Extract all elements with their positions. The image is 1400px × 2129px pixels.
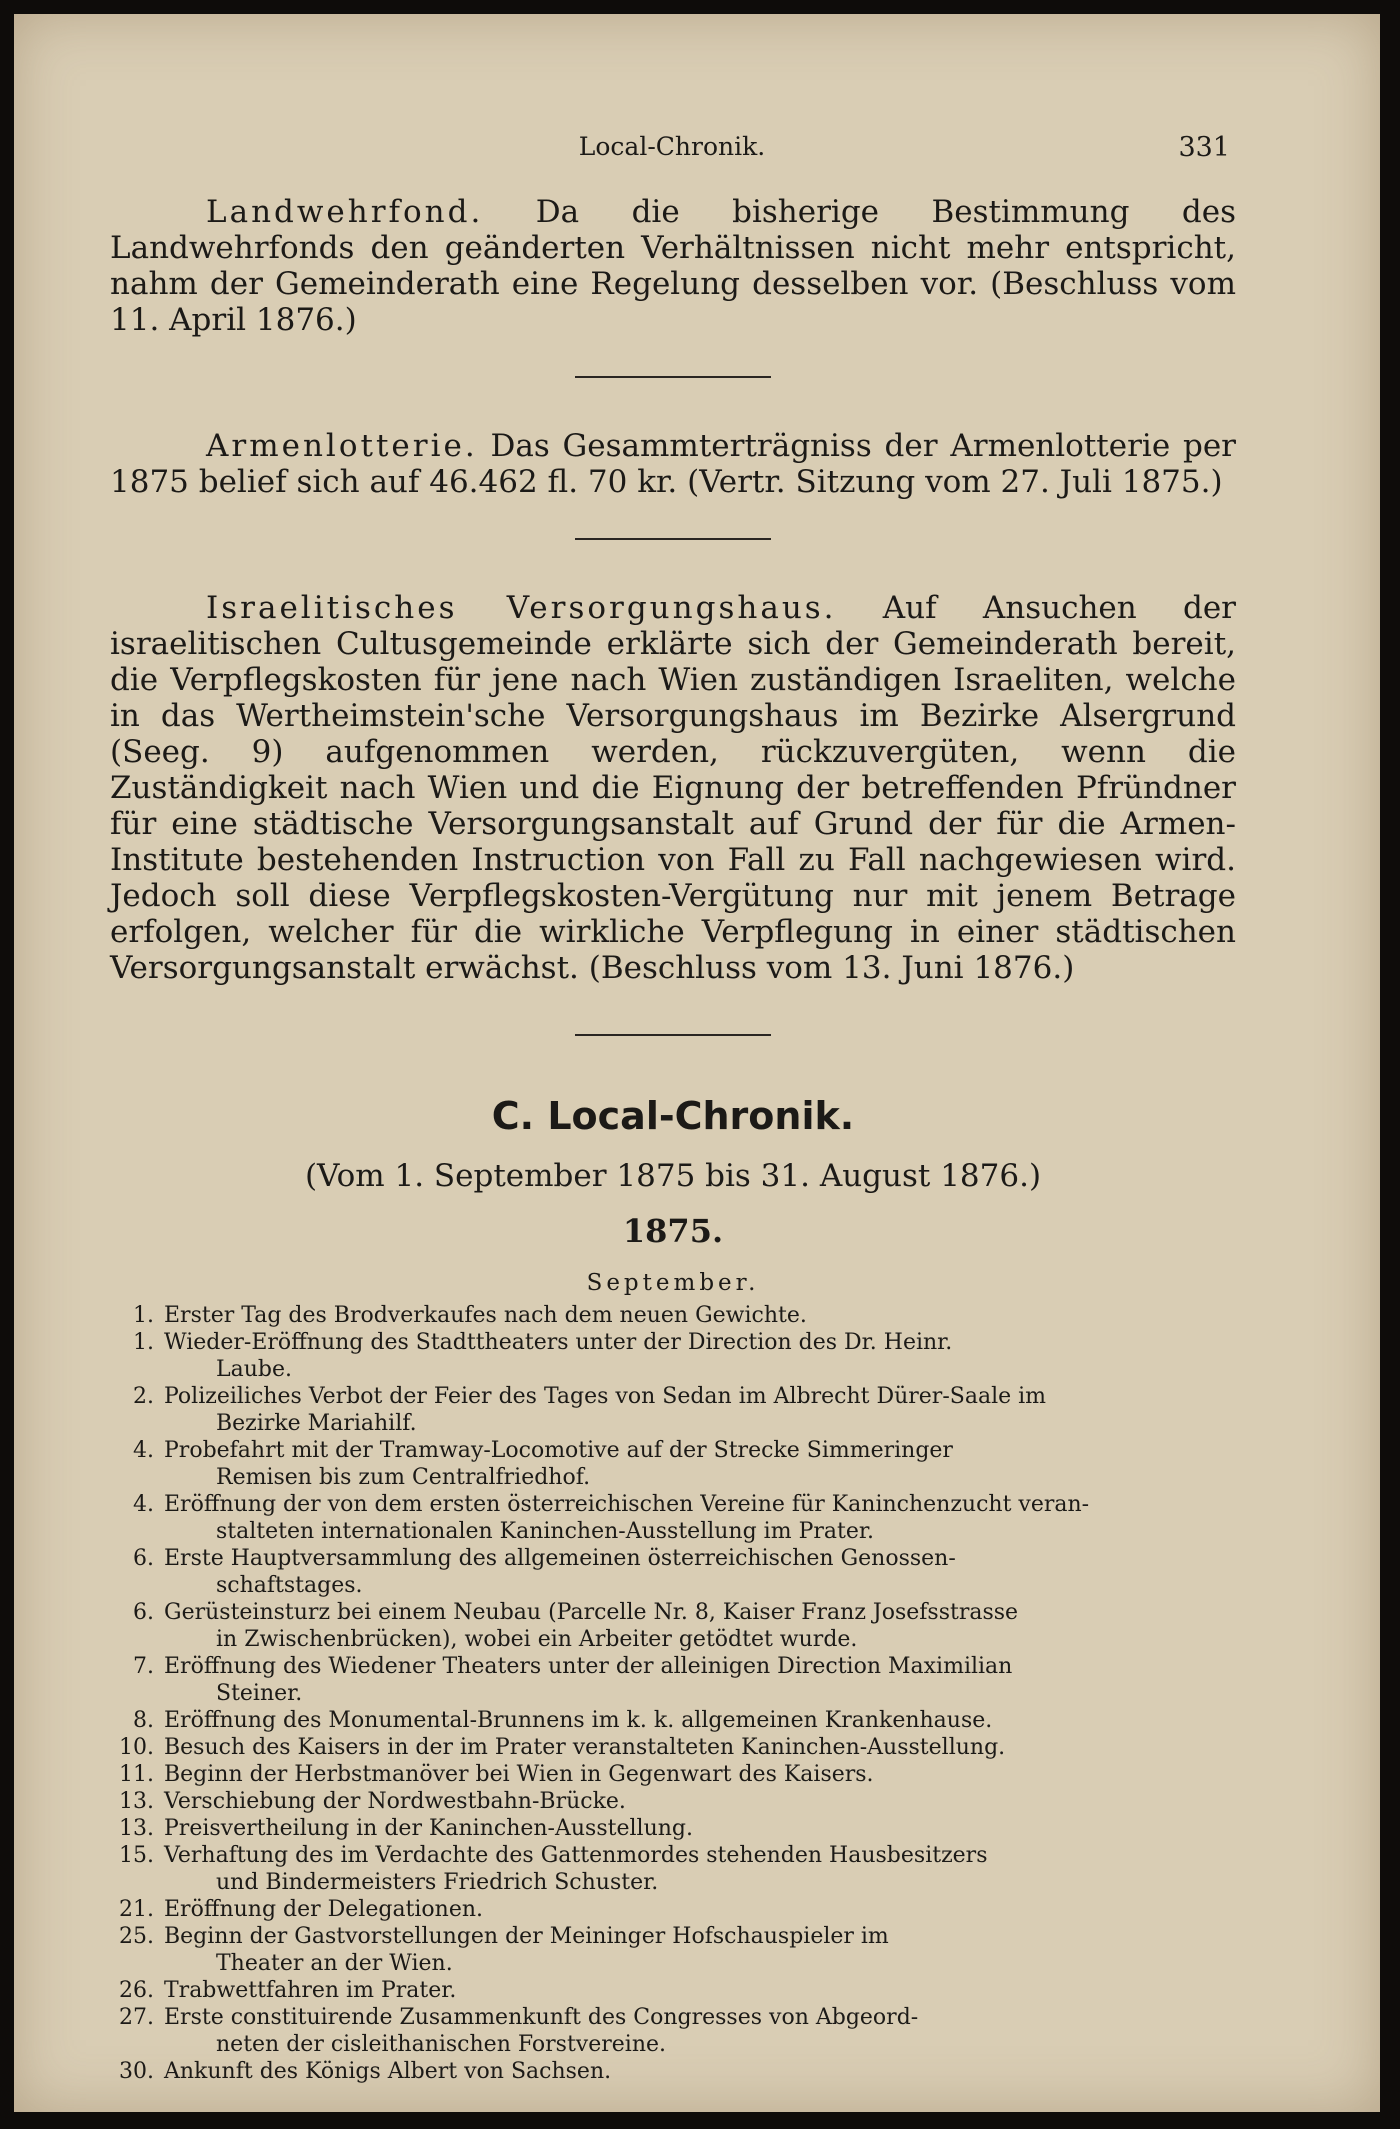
- chronicle-entry: [110, 1329, 1236, 1383]
- entry-day: 21.: [119, 1897, 154, 1922]
- chronicle-entry: [110, 1491, 1236, 1545]
- entry-text-block: [154, 1788, 1236, 1815]
- section-subtitle: (Vom 1. September 1875 bis 31. August 1876.): [304, 1158, 1042, 1194]
- entry-text-block: [154, 1653, 1236, 1707]
- entry-day: 7.: [133, 1654, 154, 1679]
- entry-day: 27.: [119, 2005, 154, 2030]
- entry-text-block: [154, 1491, 1236, 1545]
- entry-text: Preisvertheilung in der Kaninchen-Ausstellung.: [164, 1816, 693, 1841]
- entry-day: 1.: [133, 1303, 154, 1328]
- entry-day: 4.: [133, 1492, 154, 1517]
- entry-continuation: stalteten internationalen Kaninchen-Ausstellung im Prater.: [216, 1519, 874, 1544]
- entry-continuation: Bezirke Mariahilf.: [216, 1411, 417, 1436]
- entry-text-block: [154, 1842, 1236, 1896]
- entry-continuation: Remisen bis zum Centralfriedhof.: [216, 1465, 591, 1490]
- entry-day: 26.: [119, 1978, 154, 2003]
- paragraph-text: Das Gesammterträgniss der Armenlotterie per 1875 belief sich auf 46.462 fl. 70 kr. (Vertr. Sitzung vom 27. Juli 1875.): [110, 428, 1236, 500]
- entry-day: 4.: [133, 1438, 154, 1463]
- book-page: [14, 14, 1380, 2112]
- chronicle-entry: [110, 1788, 1236, 1815]
- entry-text: Beginn der Gastvorstellungen der Meininger Hofschauspieler im: [164, 1924, 889, 1949]
- running-head-title: Local-Chronik.: [578, 132, 766, 161]
- chronicle-entry: [110, 1923, 1236, 1977]
- entry-text: Beginn der Herbstmanöver bei Wien in Gegenwart des Kaisers.: [164, 1762, 874, 1787]
- entry-continuation: in Zwischenbrücken), wobei ein Arbeiter getödtet wurde.: [216, 1627, 858, 1652]
- paragraph-keyword: Israelitisches Versorgungshaus.: [206, 590, 837, 626]
- chronicle-entry: [110, 1437, 1236, 1491]
- entry-day: 13.: [119, 1816, 154, 1841]
- entry-day: 15.: [119, 1843, 154, 1868]
- entry-text: Verhaftung des im Verdachte des Gattenmordes stehenden Hausbesitzers: [164, 1843, 988, 1868]
- chronicle-entry: [110, 1599, 1236, 1653]
- entry-continuation: und Bindermeisters Friedrich Schuster.: [216, 1870, 659, 1895]
- entry-text-block: [154, 1545, 1236, 1599]
- paragraph-versorgungshaus: [110, 590, 1236, 986]
- page-number: 331: [1178, 132, 1230, 163]
- entry-text: Eröffnung der von dem ersten österreichischen Vereine für Kaninchenzucht veran-: [164, 1492, 1090, 1517]
- entry-text-block: [154, 1383, 1236, 1437]
- chronicle-entry: [110, 1545, 1236, 1599]
- entry-text-block: [154, 1923, 1236, 1977]
- entry-text-block: [154, 2058, 1236, 2085]
- entry-day: 6.: [133, 1600, 154, 1625]
- entry-day: 1.: [133, 1330, 154, 1355]
- entry-text: Ankunft des Königs Albert von Sachsen.: [164, 2059, 612, 2084]
- chronicle-entry: [110, 1302, 1236, 1329]
- entry-text-block: [154, 1896, 1236, 1923]
- chronicle-entry: [110, 1734, 1236, 1761]
- entry-continuation: Theater an der Wien.: [216, 1951, 453, 1976]
- entry-text: Erste Hauptversammlung des allgemeinen österreichischen Genossen-: [164, 1546, 956, 1571]
- entry-text: Wieder-Eröffnung des Stadttheaters unter der Direction des Dr. Heinr.: [164, 1330, 953, 1355]
- paragraph-landwehrfond: [110, 194, 1236, 338]
- entry-text: Verschiebung der Nordwestbahn-Brücke.: [164, 1789, 626, 1814]
- entry-text-block: [154, 1734, 1236, 1761]
- month-heading: September.: [586, 1270, 760, 1296]
- chronicle-entry: [110, 2058, 1236, 2085]
- entry-text: Besuch des Kaisers in der im Prater veranstalteten Kaninchen-Ausstellung.: [164, 1735, 1006, 1760]
- entry-text-block: [154, 1437, 1236, 1491]
- entry-text-block: [154, 1815, 1236, 1842]
- chronicle-entry: [110, 1977, 1236, 2004]
- paragraph-keyword: Landwehrfond.: [206, 194, 484, 230]
- entry-day: 6.: [133, 1546, 154, 1571]
- entry-text-block: [154, 1302, 1236, 1329]
- paragraph-armenlotterie: [110, 428, 1236, 500]
- entry-text-block: [154, 1599, 1236, 1653]
- entry-text: Eröffnung des Monumental-Brunnens im k. k. allgemeinen Krankenhause.: [164, 1708, 993, 1733]
- paragraph-text: Da die bisherige Bestimmung des Landwehrfonds den geänderten Verhältnissen nicht mehr entspricht, nahm der Gemeinderath eine Regelung desselben vor. (Beschluss vom 11. April 1876.): [110, 194, 1236, 338]
- chronicle-entry: [110, 2004, 1236, 2058]
- entry-continuation: Laube.: [216, 1357, 292, 1382]
- chronicle-entry: [110, 1761, 1236, 1788]
- entry-continuation: schaftstages.: [216, 1573, 363, 1598]
- entry-text: Erste constituirende Zusammenkunft des Congresses von Abgeord-: [164, 2005, 919, 2030]
- entry-continuation: neten der cisleithanischen Forstvereine.: [216, 2032, 667, 2057]
- entry-text-block: [154, 1977, 1236, 2004]
- chronicle-list: [110, 1302, 1236, 2085]
- entry-day: 13.: [119, 1789, 154, 1814]
- entry-text: Probefahrt mit der Tramway-Locomotive auf der Strecke Simmeringer: [164, 1438, 953, 1463]
- chronicle-entry: [110, 1896, 1236, 1923]
- chronicle-entry: [110, 1842, 1236, 1896]
- entry-text: Polizeiliches Verbot der Feier des Tages von Sedan im Albrecht Dürer-Saale im: [164, 1384, 1047, 1409]
- entry-day: 2.: [133, 1384, 154, 1409]
- divider-rule: [575, 538, 771, 540]
- entry-text-block: [154, 2004, 1236, 2058]
- entry-day: 8.: [133, 1708, 154, 1733]
- chronicle-entry: [110, 1653, 1236, 1707]
- entry-text: Eröffnung der Delegationen.: [164, 1897, 484, 1922]
- entry-text: Trabwettfahren im Prater.: [164, 1978, 457, 2003]
- chronicle-entry: [110, 1707, 1236, 1734]
- chronicle-entry: [110, 1383, 1236, 1437]
- chronicle-entry: [110, 1815, 1236, 1842]
- entry-text: Eröffnung des Wiedener Theaters unter der alleinigen Direction Maximilian: [164, 1654, 1013, 1679]
- page-content: [110, 194, 1236, 2085]
- entry-day: 11.: [119, 1762, 154, 1787]
- entry-text: Gerüsteinsturz bei einem Neubau (Parcelle Nr. 8, Kaiser Franz Josefsstrasse: [164, 1600, 1019, 1625]
- entry-continuation: Steiner.: [216, 1681, 303, 1706]
- entry-day: 30.: [119, 2059, 154, 2084]
- entry-text-block: [154, 1707, 1236, 1734]
- entry-day: 25.: [119, 1924, 154, 1949]
- entry-day: 10.: [119, 1735, 154, 1760]
- paragraph-keyword: Armenlotterie.: [206, 428, 478, 464]
- entry-text: Erster Tag des Brodverkaufes nach dem neuen Gewichte.: [164, 1303, 807, 1328]
- section-title: C. Local-Chronik.: [491, 1094, 855, 1138]
- year-heading: 1875.: [622, 1212, 724, 1250]
- divider-rule: [575, 376, 771, 378]
- paragraph-text: Auf Ansuchen der israelitischen Cultusgemeinde erklärte sich der Gemeinderath bereit, die Verpflegskosten für jene nach Wien zuständigen Israeliten, welche in das Wertheimstein'sche Versorgungshaus im Bezirke Alsergrund (Seeg. 9) aufgenommen werden, rückzuvergüten, wenn die Zuständigkeit nach Wien und die Eignung der betreffenden Pfründner für eine städtische Versorgungsanstalt auf Grund der für die Armen-Institute bestehenden Instruction von Fall zu Fall nachgewiesen wird. Jedoch soll diese Verpflegskosten-Vergütung nur mit jenem Betrage erfolgen, welcher für die wirkliche Verpflegung in einer städtischen Versorgungsanstalt erwächst. (Beschluss vom 13. Juni 1876.): [110, 590, 1236, 986]
- entry-text-block: [154, 1329, 1236, 1383]
- entry-text-block: [154, 1761, 1236, 1788]
- divider-rule: [575, 1034, 771, 1036]
